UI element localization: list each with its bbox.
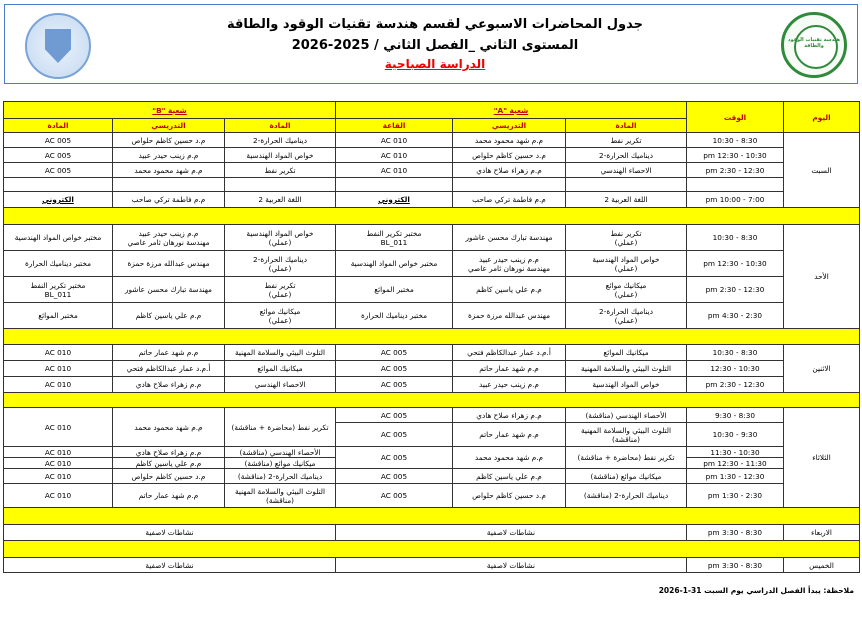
subject-cell: تكرير نفط (محاضرة + مناقشة) [225, 408, 336, 447]
teacher-cell: م.م فاطمة تركي صاحب [453, 192, 566, 208]
subject-cell: ميكانيك موائع (مناقشة) [566, 469, 687, 484]
subject-cell: خواص المواد الهندسية [566, 377, 687, 393]
table-row [4, 525, 860, 541]
subject-cell: التلوث البيئي والسلامة المهنية [225, 345, 336, 361]
subject-cell: التلوث البيئي والسلامة المهنية (مناقشة) [225, 484, 336, 508]
hall-cell: مختبر ديناميك الحرارة [4, 251, 113, 277]
time-cell: 12:30 - 2:30 pm [687, 277, 784, 303]
time-cell: 11:30 - 12:30 pm [687, 458, 784, 469]
subject-cell: ديناميك الحرارة-2 (عملي) [566, 303, 687, 329]
time-cell: 2:30 - 1:30 pm [687, 484, 784, 508]
table-row [4, 345, 860, 361]
group-a-header: شعبة "A" [336, 102, 687, 119]
time-cell: 7:00 - 10:00 pm [687, 192, 784, 208]
subject-cell: اللغة العربية 2 [566, 192, 687, 208]
separator-row [4, 393, 860, 408]
activity-cell: نشاطات لاصفية [4, 558, 336, 573]
activity-cell: نشاطات لاصفية [4, 525, 336, 541]
time-cell: 12:30 - 2:30 pm [687, 377, 784, 393]
hall-cell: AC 005 [336, 447, 453, 469]
hall-cell: AC 005 [336, 423, 453, 447]
empty-row [4, 178, 860, 192]
hall-cell: AC 005 [336, 408, 453, 423]
hall-cell: مختبر تكرير النفط BL_011 [336, 225, 453, 251]
teacher-cell: م.م زهراء صلاح هادي [453, 163, 566, 178]
hall-cell: مختبر تكرير النفط BL_011 [4, 277, 113, 303]
table-row [4, 163, 860, 178]
teacher-cell: م.م شهد محمود محمد [113, 408, 225, 447]
day-cell: الأحد [784, 225, 860, 329]
teacher-cell: م.م شهد محمود محمد [453, 447, 566, 469]
table-row [4, 558, 860, 573]
hall-cell: AC 005 [4, 133, 113, 148]
schedule-subtitle: المستوى الثاني _الفصل الثاني / 2025-2026 [291, 38, 579, 53]
footnote: ملاحظة: يبدأ الفصل الدراسي يوم السبت 31-1-2026 [658, 586, 854, 595]
table-row [4, 148, 860, 163]
hall-cell: AC 005 [4, 163, 113, 178]
subject-cell: ميكانيك موائع (مناقشة) [225, 458, 336, 469]
activity-cell: نشاطات لاصفية [336, 525, 687, 541]
teacher-cell: م.د حسين كاظم حلواص [453, 148, 566, 163]
teacher-cell: م.م شهد عمار حاتم [453, 361, 566, 377]
hall-cell: مختبر خواص المواد الهندسية [4, 225, 113, 251]
hall-cell: AC 010 [336, 148, 453, 163]
teacher-cell: م.م شهد محمود محمد [453, 133, 566, 148]
time-cell: 10:30 - 12:30 [687, 361, 784, 377]
separator-row [4, 208, 860, 225]
time-cell: 8:30 - 9:30 [687, 408, 784, 423]
hall-cell: AC 005 [336, 377, 453, 393]
subject-cell: خواص المواد الهندسية (عملي) [566, 251, 687, 277]
table-row [4, 447, 860, 458]
subject-cell: الأحصاء الهندسي (مناقشة) [566, 408, 687, 423]
hall-cell: الكتروني [4, 192, 113, 208]
a-teacher-header: التدريسي [453, 119, 566, 133]
group-b-header: شعبة "B" [4, 102, 336, 119]
time-cell: 10:30 - 12:30 pm [687, 251, 784, 277]
time-cell: 8:30 - 10:30 [687, 133, 784, 148]
schedule-table [3, 101, 860, 573]
teacher-cell: م.د حسين كاظم حلواص [453, 484, 566, 508]
teacher-cell: مهندس عبدالله مرزة حمزة [113, 251, 225, 277]
teacher-cell: مهندس عبدالله مرزة حمزة [453, 303, 566, 329]
hall-cell: AC 005 [336, 345, 453, 361]
day-cell: السبت [784, 133, 860, 208]
teacher-cell: م.م زهراء صلاح هادي [113, 377, 225, 393]
hall-cell: AC 005 [336, 361, 453, 377]
teacher-cell: م.م شهد عمار حاتم [113, 345, 225, 361]
day-column-header: اليوم [784, 102, 860, 133]
subject-cell: ديناميك الحرارة-2 (مناقشة) [225, 469, 336, 484]
subject-cell: ميكانيك موائع (عملي) [225, 303, 336, 329]
teacher-cell: م.م شهد محمود محمد [113, 163, 225, 178]
day-cell: الاثنين [784, 345, 860, 393]
table-row [4, 408, 860, 423]
subject-cell: خواص المواد الهندسية [225, 148, 336, 163]
hall-cell: AC 005 [336, 484, 453, 508]
subject-cell: الاحصاء الهندسي [566, 163, 687, 178]
day-cell: الاربعاء [784, 525, 860, 541]
hall-cell: مختبر الموائع [4, 303, 113, 329]
subject-cell: ديناميك الحرارة-2 [225, 133, 336, 148]
teacher-cell: م.م شهد عمار حاتم [113, 484, 225, 508]
time-cell: 8:30 - 3:30 pm [687, 525, 784, 541]
hall-cell: مختبر ديناميك الحرارة [336, 303, 453, 329]
hall-cell: AC 010 [4, 408, 113, 447]
time-cell: 2:30 - 4:30 pm [687, 303, 784, 329]
separator-row [4, 508, 860, 525]
day-cell: الخميس [784, 558, 860, 573]
hall-cell: AC 005 [336, 469, 453, 484]
subject-cell: ميكانيك الموائع [225, 361, 336, 377]
hall-cell: مختبر خواص المواد الهندسية [336, 251, 453, 277]
table-row [4, 192, 860, 208]
subject-cell: الاحصاء الهندسي [225, 377, 336, 393]
schedule-title: جدول المحاضرات الاسبوعي لقسم هندسة تقنيات الوقود والطاقة [227, 17, 643, 32]
university-logo-icon [25, 13, 91, 79]
time-cell: 9:30 - 10:30 [687, 423, 784, 447]
subject-cell: ميكانيك الموائع [566, 345, 687, 361]
time-cell: 12:30 - 2:30 pm [687, 163, 784, 178]
activity-cell: نشاطات لاصفية [336, 558, 687, 573]
time-cell: 8:30 - 10:30 [687, 225, 784, 251]
hall-cell: AC 010 [4, 458, 113, 469]
table-row [4, 484, 860, 508]
b-subject-header: المادة [225, 119, 336, 133]
teacher-cell: مهندسة تبارك محسن عاشور [453, 225, 566, 251]
hall-cell: AC 010 [4, 484, 113, 508]
teacher-cell: م.م زينب حيدر عبيد [453, 377, 566, 393]
hall-cell: AC 010 [336, 133, 453, 148]
separator-row [4, 541, 860, 558]
time-cell: 10:30 - 11:30 [687, 447, 784, 458]
hall-cell: AC 010 [336, 163, 453, 178]
study-mode-label: الدراسة الصباحية [384, 57, 486, 71]
subject-cell: خواص المواد الهندسية (عملي) [225, 225, 336, 251]
subject-cell: تكرير نفط (عملي) [566, 225, 687, 251]
subject-cell: التلوث البيئي والسلامة المهنية (مناقشة) [566, 423, 687, 447]
time-column-header: الوقت [687, 102, 784, 133]
subject-cell: ميكانيك موائع (عملي) [566, 277, 687, 303]
subject-cell: ديناميك الحرارة-2 (عملي) [225, 251, 336, 277]
subject-cell: اللغة العربية 2 [225, 192, 336, 208]
subject-cell: تكرير نفط [225, 163, 336, 178]
hall-cell: مختبر الموائع [336, 277, 453, 303]
a-subject-header: المادة [566, 119, 687, 133]
teacher-cell: م.د حسين كاظم حلواص [113, 469, 225, 484]
teacher-cell: م.م زينب حيدر عبيد مهندسة نورهان ثامر عاصي [453, 251, 566, 277]
b-teacher-header: التدريسي [113, 119, 225, 133]
teacher-cell: أ.م.د عمار عبدالكاظم فتحي [453, 345, 566, 361]
hall-cell: AC 010 [4, 377, 113, 393]
a-hall-header: القاعة [336, 119, 453, 133]
teacher-cell: م.د حسين كاظم حلواص [113, 133, 225, 148]
subject-cell: التلوث البيئي والسلامة المهنية [566, 361, 687, 377]
hall-cell: الكتروني [336, 192, 453, 208]
hall-cell: AC 010 [4, 447, 113, 458]
time-cell: 10:30 - 12:30 pm [687, 148, 784, 163]
teacher-cell: م.م علي ياسين كاظم [453, 469, 566, 484]
logo-text: هندسة تقنيات الوقود والطاقة [788, 37, 840, 49]
teacher-cell: م.م علي ياسين كاظم [113, 458, 225, 469]
table-row [4, 469, 860, 484]
hall-cell: AC 010 [4, 361, 113, 377]
teacher-cell: م.م زينب حيدر عبيد [113, 148, 225, 163]
time-cell: 8:30 - 10:30 [687, 345, 784, 361]
subject-cell: الأحصاء الهندسي (مناقشة) [225, 447, 336, 458]
table-row [4, 277, 860, 303]
table-row [4, 303, 860, 329]
subject-cell: تكرير نفط [566, 133, 687, 148]
day-cell: الثلاثاء [784, 408, 860, 508]
subject-cell: ديناميك الحرارة-2 [566, 148, 687, 163]
teacher-cell: مهندسة تبارك محسن عاشور [113, 277, 225, 303]
hall-cell: AC 010 [4, 469, 113, 484]
b-hall-header: المادة [4, 119, 113, 133]
table-row [4, 361, 860, 377]
separator-row [4, 329, 860, 345]
subject-cell: ديناميك الحرارة-2 (مناقشة) [566, 484, 687, 508]
hall-cell: AC 010 [4, 345, 113, 361]
time-cell: 8:30 - 3:30 pm [687, 558, 784, 573]
subject-cell: تكرير نفط (محاضرة + مناقشة) [566, 447, 687, 469]
table-row [4, 225, 860, 251]
teacher-cell: م.م علي ياسين كاظم [113, 303, 225, 329]
teacher-cell: أ.م.د عمار عبدالكاظم فتحي [113, 361, 225, 377]
department-logo-icon [781, 12, 847, 78]
teacher-cell: م.م زهراء صلاح هادي [453, 408, 566, 423]
time-cell: 12:30 - 1:30 pm [687, 469, 784, 484]
subject-cell: تكرير نفط (عملي) [225, 277, 336, 303]
page-header [4, 4, 858, 84]
teacher-cell: م.م زهراء صلاح هادي [113, 447, 225, 458]
teacher-cell: م.م زينب حيدر عبيد مهندسة نورهان ثامر عاصي [113, 225, 225, 251]
table-row [4, 133, 860, 148]
teacher-cell: م.م علي ياسين كاظم [453, 277, 566, 303]
hall-cell: AC 005 [4, 148, 113, 163]
teacher-cell: م.م شهد عمار حاتم [453, 423, 566, 447]
table-row [4, 377, 860, 393]
table-row [4, 251, 860, 277]
teacher-cell: م.م فاطمة تركي صاحب [113, 192, 225, 208]
